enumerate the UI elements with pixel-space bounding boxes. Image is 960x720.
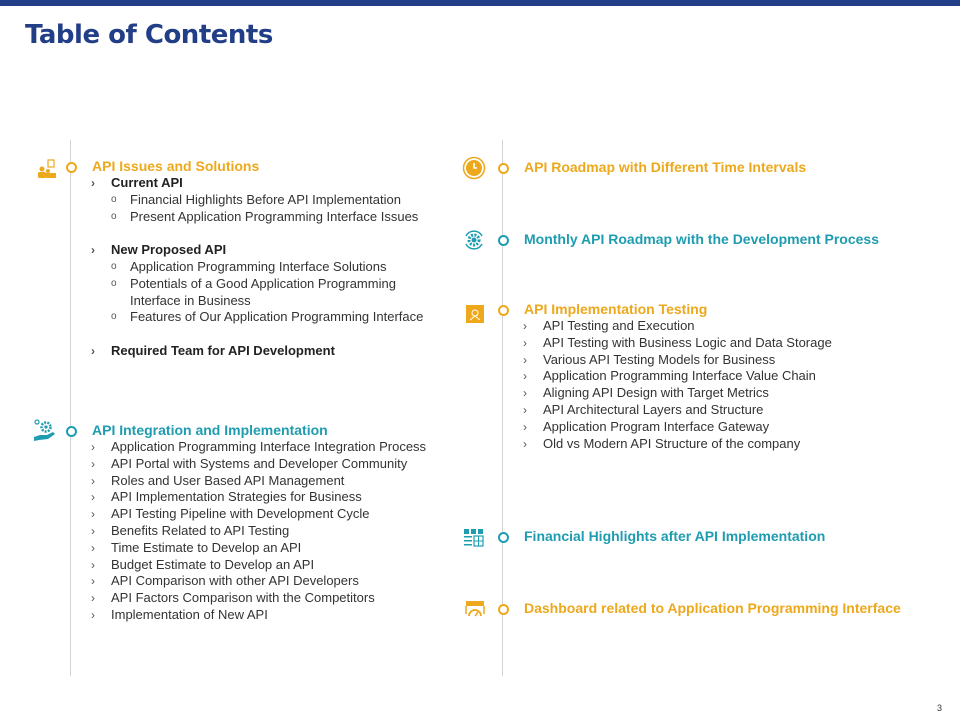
- section-title-api-roadmap[interactable]: API Roadmap with Different Time Intervals: [524, 159, 807, 175]
- chevron-icon: ›: [523, 419, 527, 434]
- chevron-icon: ›: [91, 456, 95, 471]
- section-title-financial-highlights[interactable]: Financial Highlights after API Implementation: [524, 528, 826, 544]
- gear-cycle-icon: [462, 228, 486, 257]
- section-title-dashboard[interactable]: Dashboard related to Application Programming Interface: [524, 600, 901, 616]
- list-item[interactable]: › API Factors Comparison with the Competitors: [91, 590, 375, 606]
- circle-bullet-icon: o: [111, 193, 117, 205]
- section-list-api-testing: [523, 318, 923, 452]
- list-item[interactable]: › Aligning API Design with Target Metrics: [523, 385, 769, 401]
- list-item[interactable]: › Roles and User Based API Management: [91, 472, 345, 488]
- chevron-icon: ›: [91, 591, 95, 606]
- chevron-icon: ›: [523, 319, 527, 333]
- sub-item[interactable]: o Features of Our Application Programming Interface: [111, 309, 424, 325]
- team-document-icon: [37, 159, 57, 184]
- section-title-monthly-roadmap[interactable]: Monthly API Roadmap with the Development Process: [524, 231, 879, 247]
- circle-bullet-icon: o: [111, 277, 117, 289]
- circle-bullet-icon: o: [111, 210, 117, 222]
- sub-item[interactable]: o Present Application Programming Interface Issues: [111, 208, 419, 224]
- timeline-node: [498, 305, 509, 316]
- list-item[interactable]: › API Testing Pipeline with Development Cycle: [91, 506, 370, 522]
- section-list-api-integration: [91, 439, 436, 624]
- chevron-icon: ›: [91, 490, 95, 505]
- page-title: Table of Contents: [25, 20, 273, 50]
- right-timeline: [502, 140, 503, 676]
- list-item[interactable]: › Budget Estimate to Develop an API: [91, 556, 315, 572]
- chevron-icon: ›: [523, 436, 527, 451]
- list-item[interactable]: › API Testing with Business Logic and Data Storage: [523, 334, 832, 350]
- chevron-icon: ›: [523, 402, 527, 417]
- list-item[interactable]: › Application Programming Interface Integration Process: [91, 439, 427, 454]
- circle-bullet-icon: o: [111, 311, 117, 323]
- chevron-icon: ›: [91, 523, 95, 538]
- list-item[interactable]: › Implementation of New API: [91, 606, 268, 622]
- list-item[interactable]: › API Testing and Execution: [523, 318, 695, 333]
- sub-item[interactable]: o Application Programming Interface Solutions: [111, 258, 387, 274]
- financial-grid-icon: [464, 529, 484, 552]
- list-item[interactable]: › Benefits Related to API Testing: [91, 522, 290, 538]
- top-accent-bar: [0, 0, 960, 6]
- list-item[interactable]: › Application Programming Interface Value Chain: [523, 368, 816, 384]
- chevron-icon: ›: [523, 369, 527, 384]
- sub-item[interactable]: o Financial Highlights Before API Implementation: [111, 191, 401, 207]
- chevron-icon: ›: [91, 440, 95, 454]
- chevron-icon: ›: [523, 352, 527, 367]
- timeline-node: [498, 604, 509, 615]
- chevron-icon: ›: [91, 473, 95, 488]
- chevron-icon: ›: [91, 557, 95, 572]
- list-item[interactable]: › Various API Testing Models for Business: [523, 351, 776, 367]
- section-title-api-integration[interactable]: API Integration and Implementation: [92, 422, 328, 438]
- chevron-icon: ›: [523, 335, 527, 350]
- timeline-node: [498, 163, 509, 174]
- timeline-node: [66, 162, 77, 173]
- dashboard-gauge-icon: [465, 600, 485, 623]
- list-item[interactable]: › Time Estimate to Develop an API: [91, 539, 302, 555]
- section-title-api-issues[interactable]: API Issues and Solutions: [92, 158, 260, 174]
- circle-bullet-icon: o: [111, 260, 117, 272]
- list-item-current-api[interactable]: › Current API: [91, 175, 183, 190]
- list-item[interactable]: › Application Program Interface Gateway: [523, 418, 770, 434]
- sub-item[interactable]: o Potentials of a Good Application Programming Interface in Business: [111, 275, 396, 308]
- chevron-icon: ›: [523, 386, 527, 401]
- timeline-node: [498, 235, 509, 246]
- list-item[interactable]: › API Portal with Systems and Developer Community: [91, 455, 408, 471]
- section-title-api-testing[interactable]: API Implementation Testing: [524, 301, 708, 317]
- chevron-icon: ›: [91, 176, 95, 190]
- clock-icon: [462, 156, 486, 185]
- list-item[interactable]: › API Architectural Layers and Structure: [523, 401, 764, 417]
- left-timeline: [70, 140, 71, 676]
- chevron-icon: ›: [91, 243, 95, 258]
- list-item[interactable]: › API Implementation Strategies for Business: [91, 489, 362, 505]
- hand-gear-icon: [33, 419, 57, 448]
- list-item-required-team[interactable]: › Required Team for API Development: [91, 342, 335, 358]
- section-list-api-issues: [91, 175, 436, 360]
- list-item-new-proposed-api[interactable]: › New Proposed API: [91, 242, 227, 258]
- timeline-node: [66, 426, 77, 437]
- timeline-node: [498, 532, 509, 543]
- chevron-icon: ›: [91, 574, 95, 589]
- page-number: 3: [936, 703, 942, 713]
- chevron-icon: ›: [91, 507, 95, 522]
- testing-board-icon: [466, 305, 484, 328]
- chevron-icon: ›: [91, 540, 95, 555]
- list-item[interactable]: › Old vs Modern API Structure of the company: [523, 435, 801, 451]
- list-item[interactable]: › API Comparison with other API Developers: [91, 573, 359, 589]
- chevron-icon: ›: [91, 607, 95, 622]
- chevron-icon: ›: [91, 343, 95, 358]
